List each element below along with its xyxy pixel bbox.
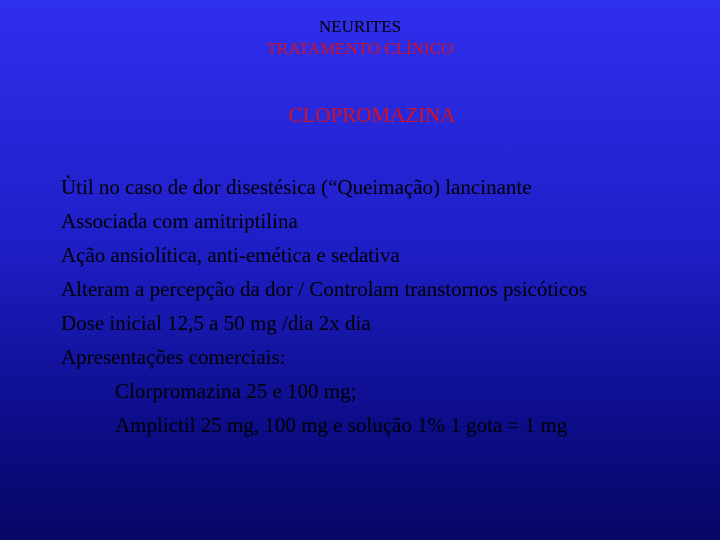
bullet-list <box>61 170 711 442</box>
slide-heading-line1: NEURITES <box>318 17 402 36</box>
bullet-subitem: Clorpromazina 25 e 100 mg; <box>115 379 357 403</box>
slide-heading-line2: TRATAMENTO CLÍNICO <box>266 39 454 58</box>
bullet-item: Associada com amitriptilina <box>61 209 298 233</box>
bullet-item: Dose inicial 12,5 a 50 mg /dia 2x dia <box>61 311 371 335</box>
bullet-item: Apresentações comerciais: <box>61 345 286 369</box>
bullet-item: Alteram a percepção da dor / Controlam transtornos psicóticos <box>61 277 588 301</box>
bullet-subitem: Amplictil 25 mg, 100 mg e solução 1% 1 gota = 1 mg <box>115 413 568 437</box>
bullet-item: Ùtil no caso de dor disestésica (“Queimação) lancinante <box>61 175 532 199</box>
bullet-item: Ação ansiolítica, anti-emética e sedativa <box>61 243 400 267</box>
slide-subtitle: CLOPROMAZINA <box>288 103 456 127</box>
